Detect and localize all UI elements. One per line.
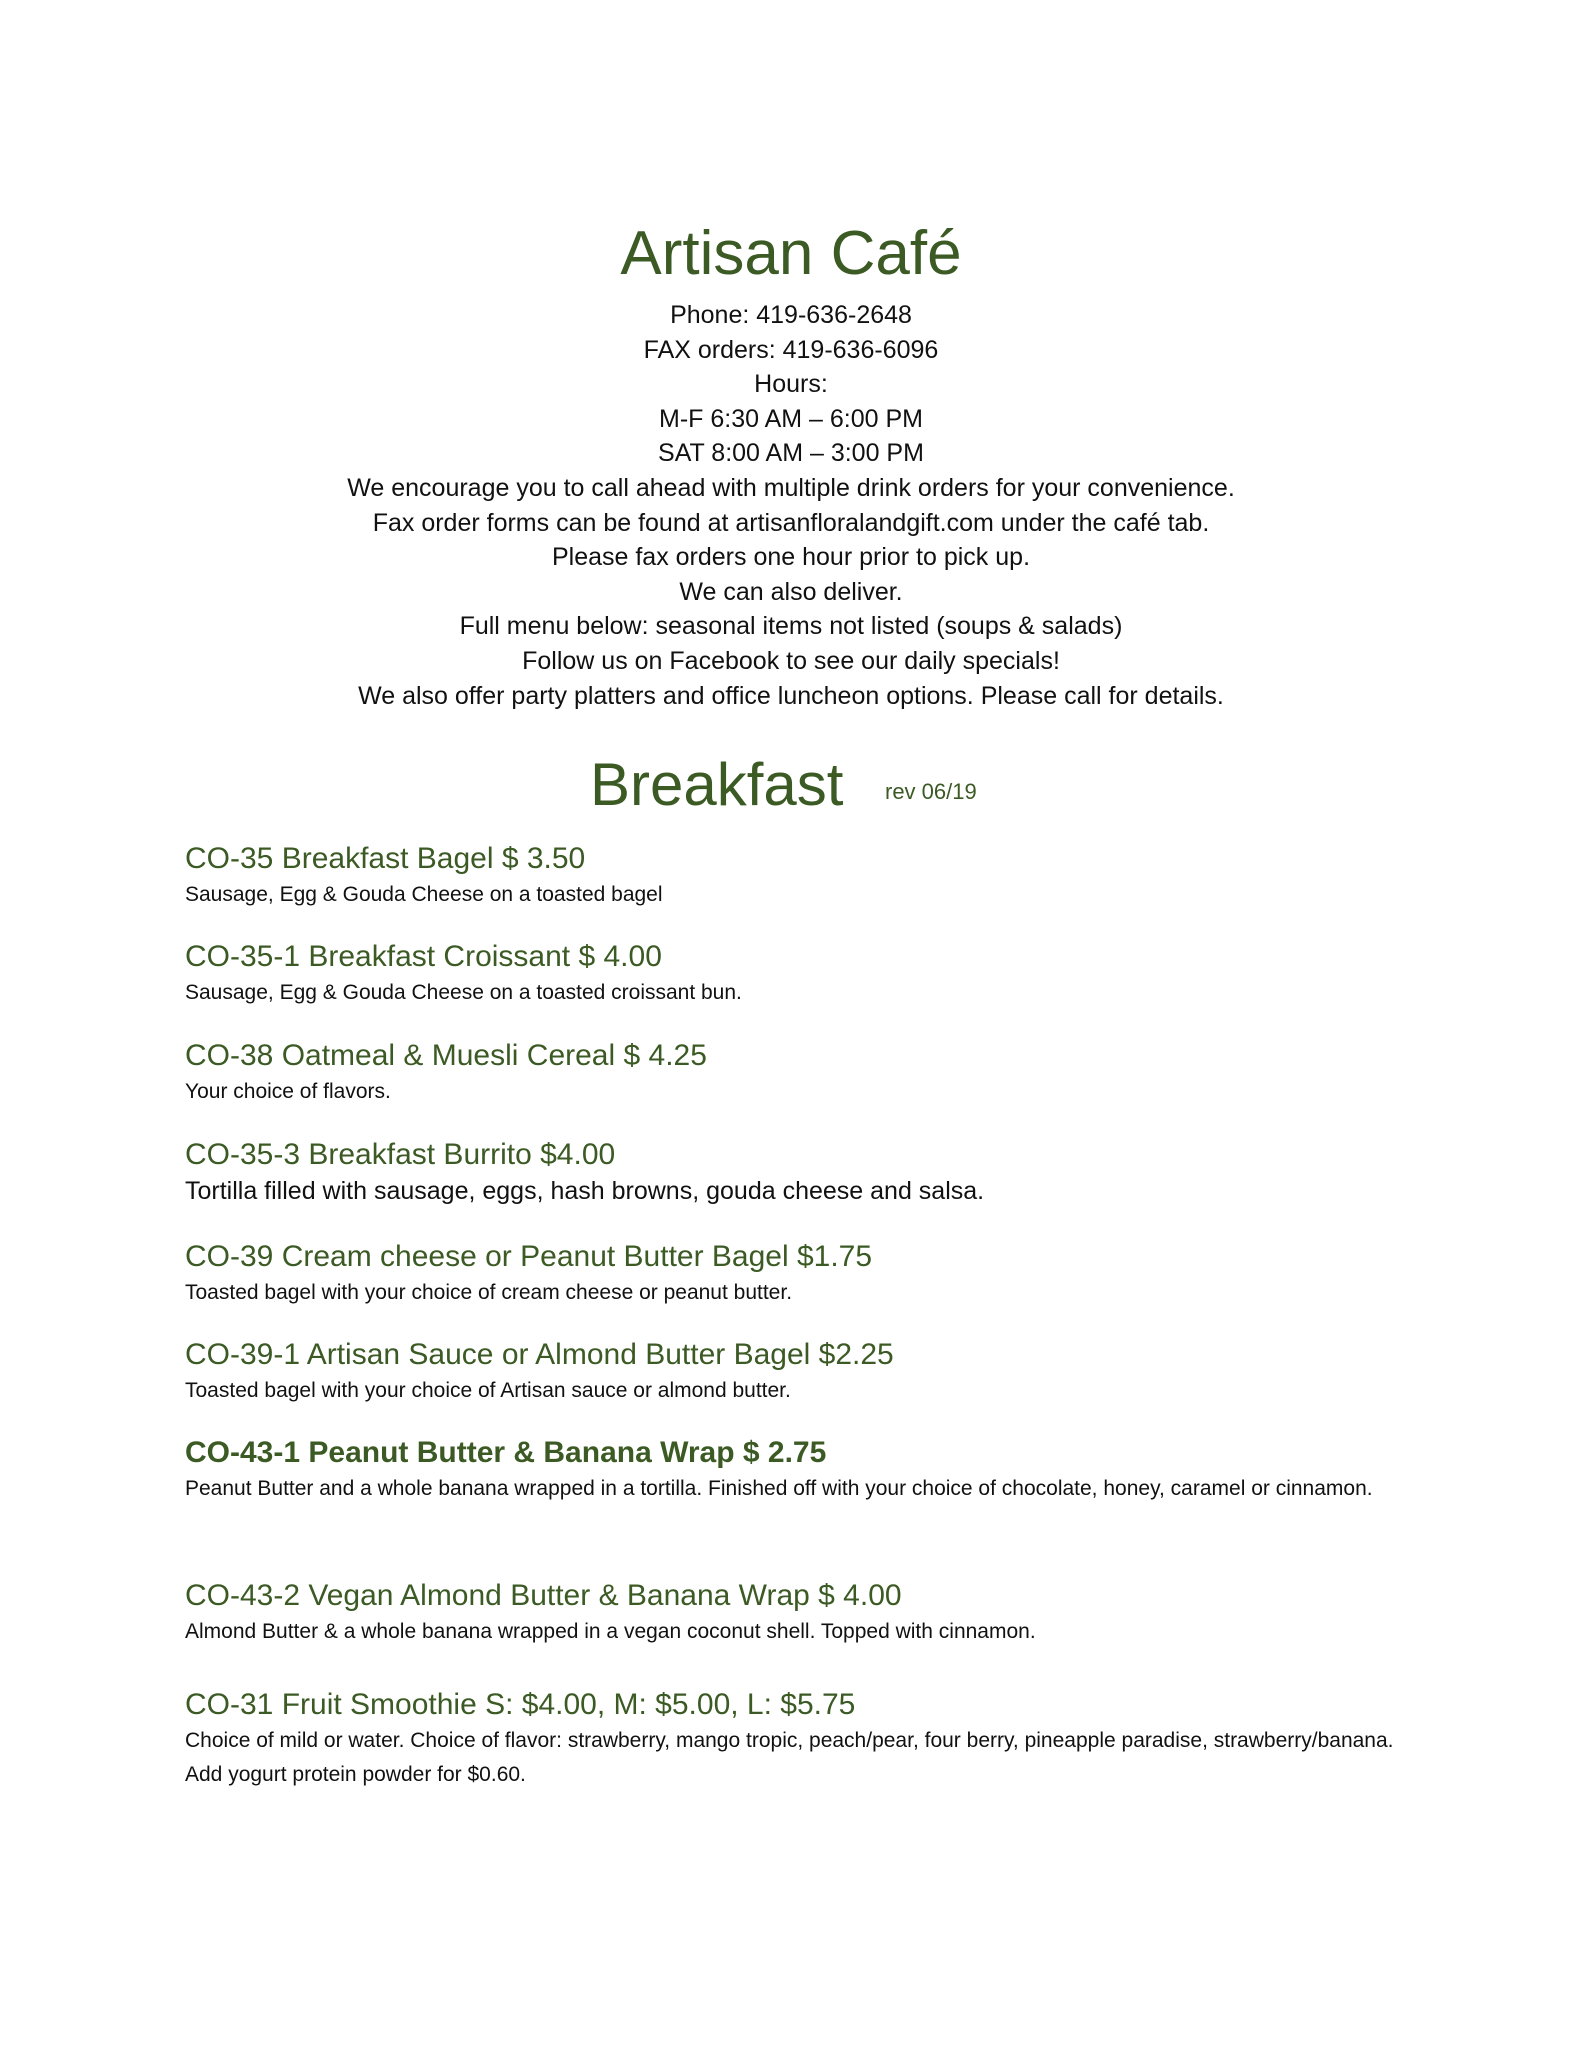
menu-item-title: CO-39 Cream cheese or Peanut Butter Bagel $1.75	[185, 1240, 873, 1273]
menu-item-description: Toasted bagel with your choice of cream cheese or peanut butter.	[185, 1281, 793, 1304]
menu-item-title: CO-35 Breakfast Bagel $ 3.50	[185, 842, 586, 875]
revision-date: rev 06/19	[885, 779, 977, 804]
menu-item	[185, 1136, 1425, 1208]
menu-item	[185, 1037, 1425, 1109]
fax-line: FAX orders: 419-636-6096	[643, 335, 939, 364]
menu-item	[185, 938, 1425, 1010]
weekday-hours: M-F 6:30 AM – 6:00 PM	[659, 404, 923, 433]
menu-item-title: CO-43-2 Vegan Almond Butter & Banana Wrap $ 4.00	[185, 1579, 902, 1612]
menu-item-title: CO-39-1 Artisan Sauce or Almond Butter Bagel $2.25	[185, 1338, 894, 1371]
delivery-note: We can also deliver.	[679, 577, 903, 606]
phone-line: Phone: 419-636-2648	[670, 301, 912, 329]
menu-item-description: Tortilla filled with sausage, eggs, hash browns, gouda cheese and salsa.	[185, 1177, 985, 1205]
menu-item	[185, 1336, 1425, 1408]
fax-timing-note: Please fax orders one hour prior to pick up.	[551, 543, 1031, 572]
menu-item	[185, 1434, 1425, 1506]
menu-item	[185, 1238, 1425, 1310]
menu-item-description: Almond Butter & a whole banana wrapped in a vegan coconut shell. Topped with cinnamon.	[185, 1620, 1036, 1643]
call-ahead-note: We encourage you to call ahead with multiple drink orders for your convenience.	[347, 473, 1235, 502]
cafe-info	[0, 298, 1582, 713]
menu-item	[185, 1577, 1425, 1649]
menu-item	[185, 1686, 1425, 1792]
menu-item-description: Sausage, Egg & Gouda Cheese on a toasted bagel	[185, 883, 663, 906]
menu-item-description: Sausage, Egg & Gouda Cheese on a toasted croissant bun.	[185, 981, 742, 1004]
menu-item-description: Choice of mild or water. Choice of flavor: strawberry, mango tropic, peach/pear, four berry, pineapple paradise, strawberry/banana. Add yogurt protein powder for $0.60.	[185, 1729, 1394, 1786]
menu-item-title: CO-35-3 Breakfast Burrito $4.00	[185, 1138, 616, 1171]
menu-item-description: Toasted bagel with your choice of Artisan sauce or almond butter.	[185, 1379, 791, 1402]
menu-item-title: CO-35-1 Breakfast Croissant $ 4.00	[185, 940, 662, 973]
menu-note: Full menu below: seasonal items not listed (soups & salads)	[459, 612, 1123, 641]
section-title: Breakfast	[590, 751, 844, 818]
breakfast-heading	[0, 745, 1582, 825]
saturday-hours: SAT 8:00 AM – 3:00 PM	[658, 439, 924, 468]
menu-item-title: CO-31 Fruit Smoothie S: $4.00, M: $5.00, L: $5.75	[185, 1688, 856, 1721]
hours-label: Hours:	[754, 370, 828, 399]
menu-item-title: CO-43-1 Peanut Butter & Banana Wrap $ 2.75	[185, 1436, 827, 1469]
menu-item	[185, 840, 1425, 912]
menu-item-description: Peanut Butter and a whole banana wrapped in a tortilla. Finished off with your choice of chocolate, honey, caramel or cinnamon.	[185, 1477, 1373, 1500]
cafe-header	[0, 212, 1582, 713]
menu-item-title: CO-38 Oatmeal & Muesli Cereal $ 4.25	[185, 1039, 707, 1072]
menu-item-description: Your choice of flavors.	[185, 1080, 391, 1103]
fax-form-note: Fax order forms can be found at artisanfloralandgift.com under the café tab.	[372, 508, 1210, 537]
cafe-title: Artisan Café	[620, 219, 962, 288]
facebook-note: Follow us on Facebook to see our daily specials!	[522, 646, 1060, 675]
platters-note: We also offer party platters and office luncheon options. Please call for details.	[358, 681, 1224, 710]
